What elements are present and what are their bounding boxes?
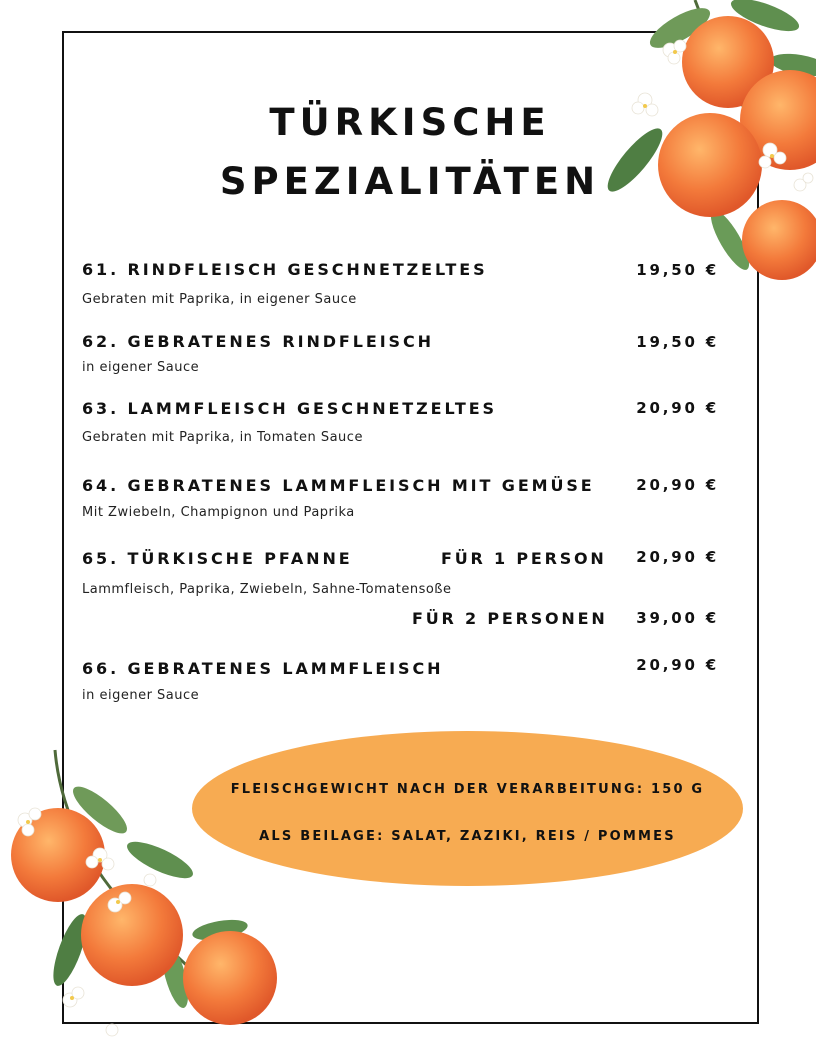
menu-title-line-1: TÜRKISCHE (269, 101, 551, 144)
menu-item-option-2-persons: FÜR 2 PERSONEN (412, 609, 608, 628)
side-dish-note: ALS BEILAGE: SALAT, ZAZIKI, REIS / POMMES (259, 829, 676, 844)
menu-item-price-61: 19,50 € (636, 261, 719, 279)
menu-item-name-65: 65. TÜRKISCHE PFANNE (82, 549, 353, 568)
menu-item-price-66: 20,90 € (636, 656, 719, 674)
notes-ellipse (192, 731, 743, 886)
meat-weight-note: FLEISCHGEWICHT NACH DER VERARBEITUNG: 150 G (230, 782, 705, 797)
menu-title-line-2: SPEZIALITÄTEN (219, 160, 601, 203)
menu-item-name-66: 66. GEBRATENES LAMMFLEISCH (82, 659, 444, 678)
menu-item-price-65: 20,90 € (636, 548, 719, 566)
menu-item-price-62: 19,50 € (636, 333, 719, 351)
menu-item-name-61: 61. RINDFLEISCH GESCHNETZELTES (82, 260, 488, 279)
menu-item-name-63: 63. LAMMFLEISCH GESCHNETZELTES (82, 399, 497, 418)
menu-item-option-1-person: FÜR 1 PERSON (441, 549, 607, 568)
menu-item-name-62: 62. GEBRATENES RINDFLEISCH (82, 332, 434, 351)
menu-item-description-64: Mit Zwiebeln, Champignon und Paprika (82, 505, 355, 520)
menu-item-price-63: 20,90 € (636, 399, 719, 417)
menu-item-price-64: 20,90 € (636, 476, 719, 494)
menu-item-description-63: Gebraten mit Paprika, in Tomaten Sauce (82, 430, 363, 445)
menu-item-price-65-2-persons: 39,00 € (636, 609, 719, 627)
menu-item-description-66: in eigener Sauce (82, 688, 200, 703)
menu-item-description-65: Lammfleisch, Paprika, Zwiebeln, Sahne-Tomatensoße (82, 582, 452, 597)
menu-item-description-61: Gebraten mit Paprika, in eigener Sauce (82, 292, 357, 307)
menu-item-name-64: 64. GEBRATENES LAMMFLEISCH MIT GEMÜSE (82, 476, 595, 495)
menu-item-description-62: in eigener Sauce (82, 360, 200, 375)
